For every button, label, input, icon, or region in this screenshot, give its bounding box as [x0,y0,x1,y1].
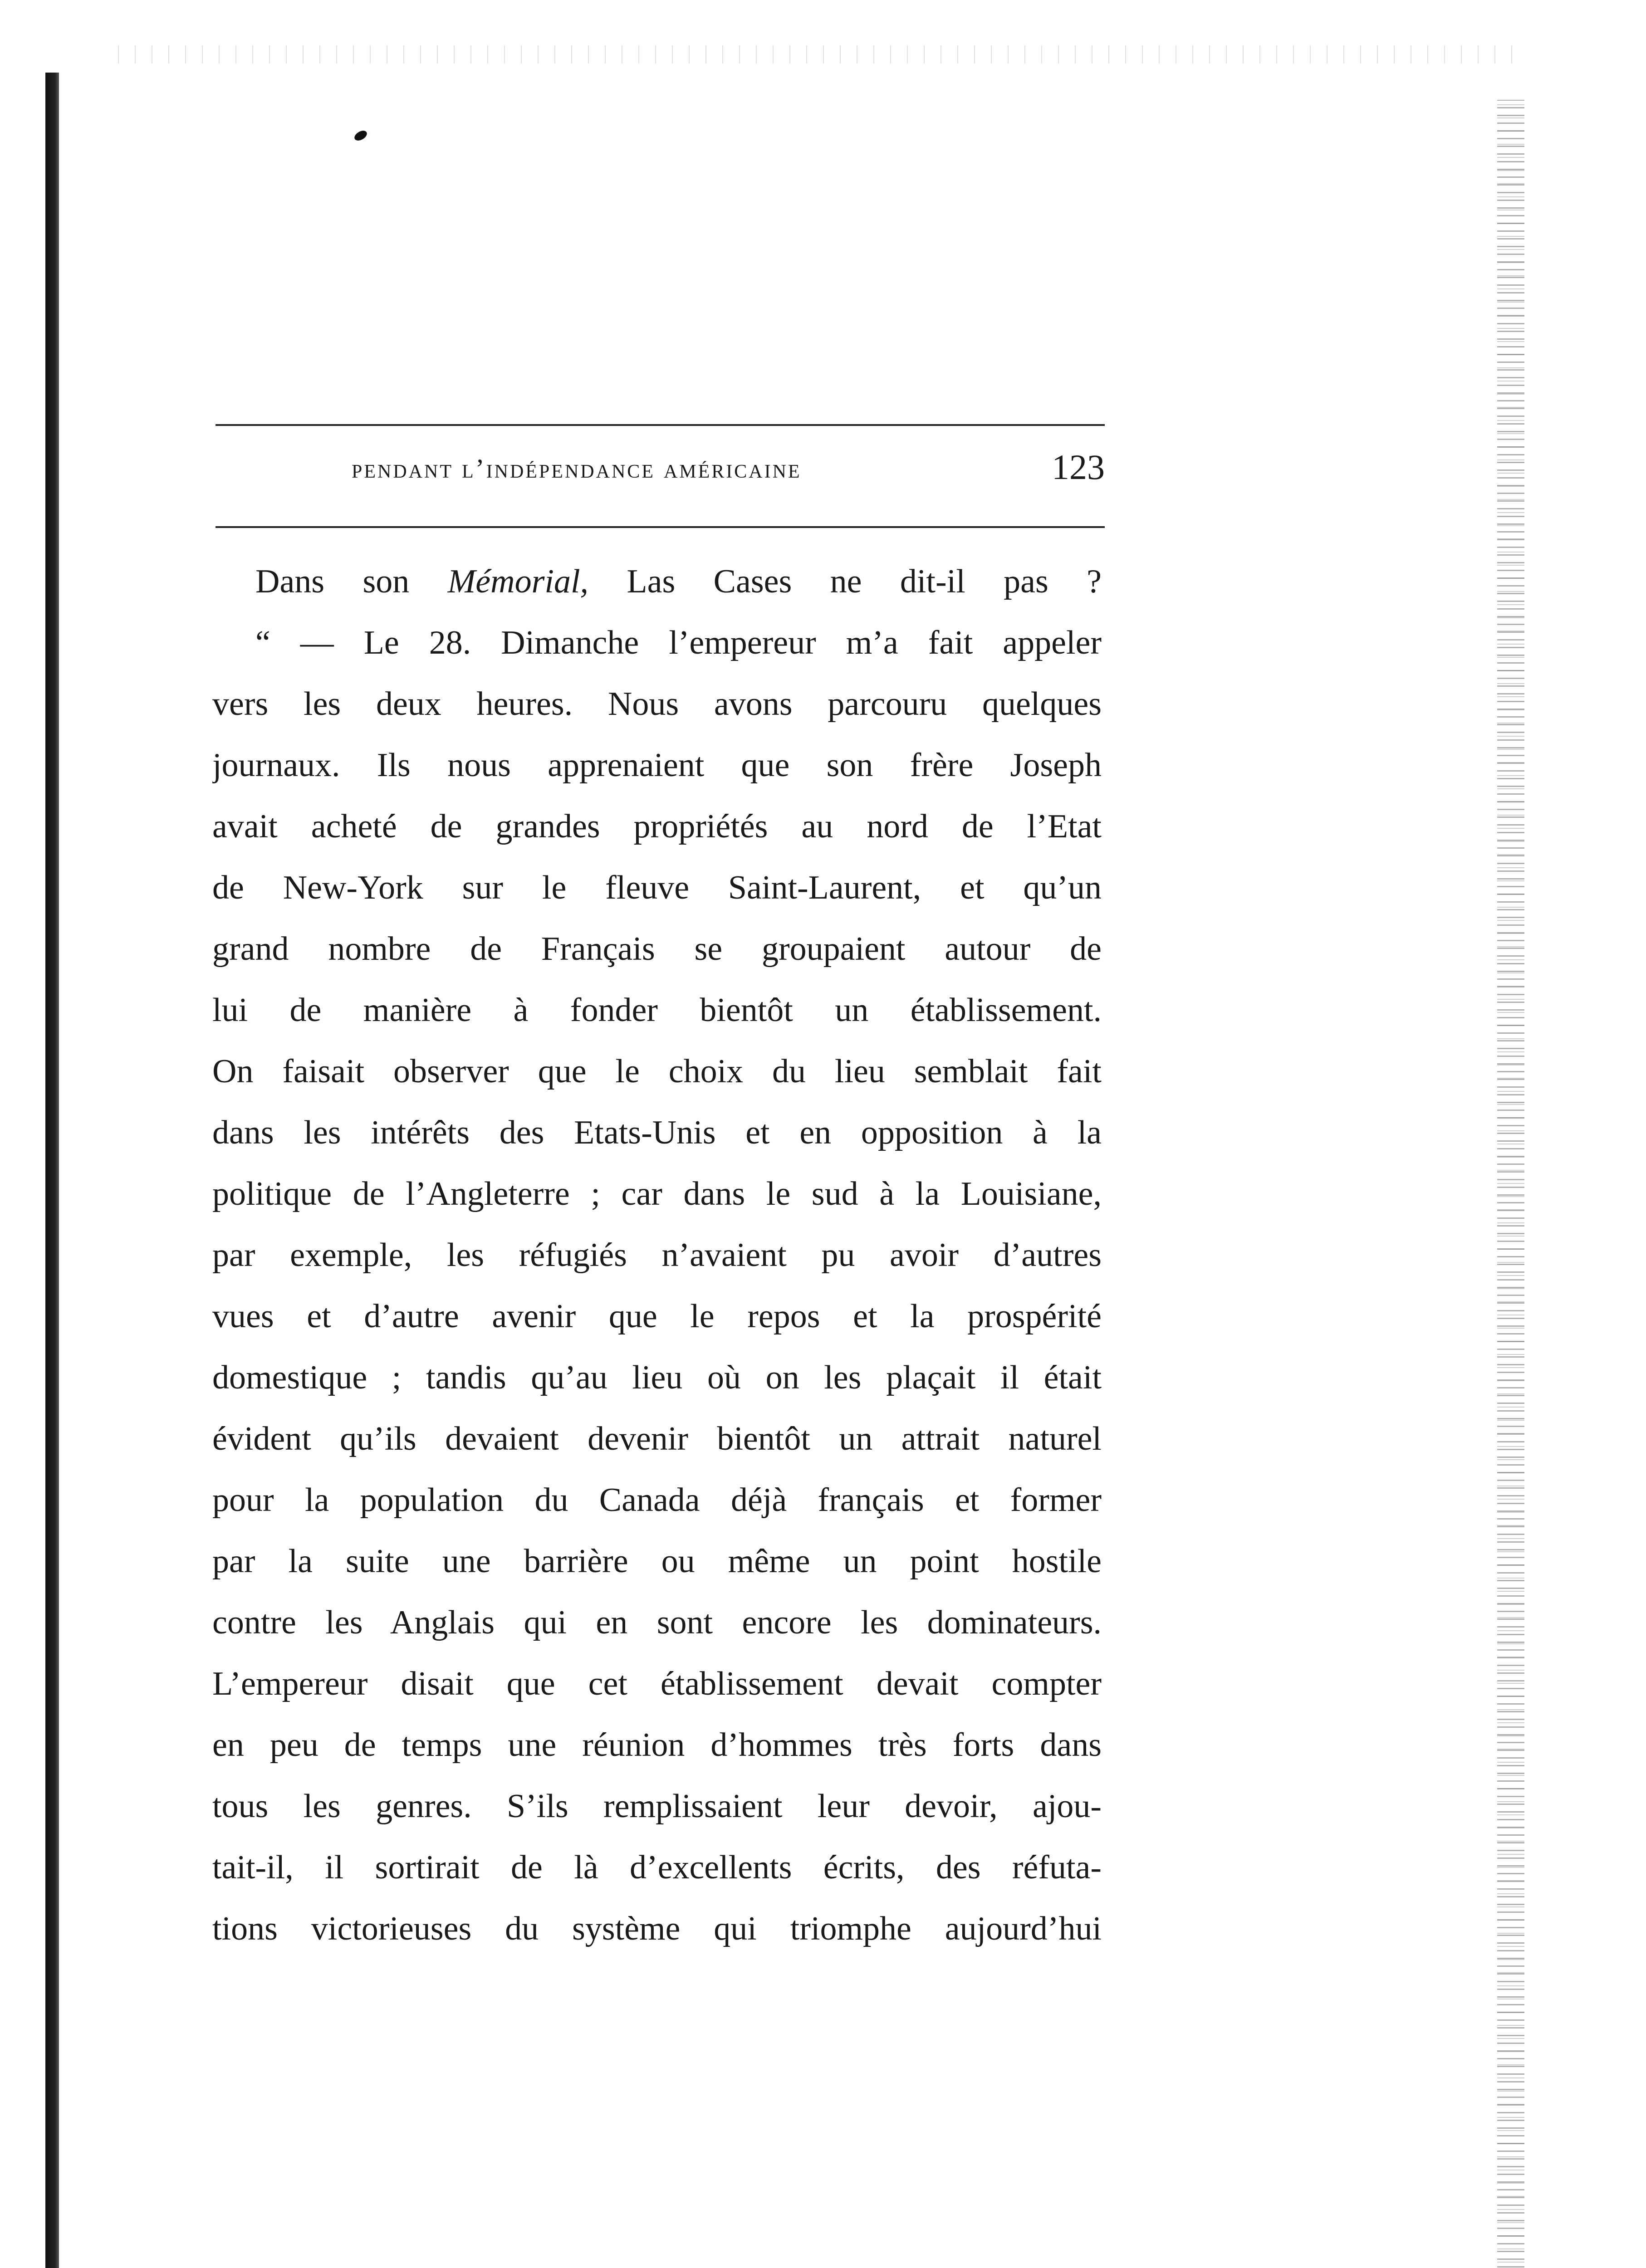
page-number: 123 [1052,447,1105,487]
text-line: lui de manière à fonder bientôt un établissement. [212,992,1102,1029]
text-line: par exemple, les réfugiés n’avaient pu avoir d’autres [212,1237,1102,1274]
scan-noise-right [1497,100,1524,2268]
text-line: domestique ; tandis qu’au lieu où on les plaçait il était [212,1359,1102,1396]
running-title: pendant l’indépendance américaine [352,454,802,484]
text-line: contre les Anglais qui en sont encore les dominateurs. [212,1604,1102,1641]
text-line: dans les intérêts des Etats-Unis et en opposition à la [212,1114,1102,1151]
scan-noise-top [118,45,1524,64]
text-line: “ — Le 28. Dimanche l’empereur m’a fait appeler [255,624,1102,661]
text-line: vers les deux heures. Nous avons parcouru quelques [212,685,1102,723]
header-rule-top [216,424,1105,426]
text-line: de New-York sur le fleuve Saint-Laurent, et qu’un [212,869,1102,906]
ink-spot [353,129,369,143]
text-line: grand nombre de Français se groupaient autour de [212,930,1102,968]
text-line: Dans son Mémorial, Las Cases ne dit-il pas ? [255,563,1102,600]
text-line: avait acheté de grandes propriétés au nord de l’Etat [212,808,1102,845]
text-line: tous les genres. S’ils remplissaient leur devoir, ajou- [212,1788,1102,1825]
text-line: tions victorieuses du système qui triomphe aujourd’hui [212,1910,1102,1947]
text-line: en peu de temps une réunion d’hommes très forts dans [212,1726,1102,1764]
text-line: L’empereur disait que cet établissement devait compter [212,1665,1102,1702]
text-line: On faisait observer que le choix du lieu semblait fait [212,1053,1102,1090]
running-head [216,447,1105,501]
body-text [212,551,1102,1960]
text-line: par la suite une barrière ou même un point hostile [212,1543,1102,1580]
italic-title: Mémorial, [447,563,589,600]
text-line: pour la population du Canada déjà français et former [212,1481,1102,1519]
binding-shadow [45,73,59,2268]
text-line: vues et d’autre avenir que le repos et la prospérité [212,1298,1102,1335]
text-line: évident qu’ils devaient devenir bientôt un attrait naturel [212,1420,1102,1457]
text-line: politique de l’Angleterre ; car dans le sud à la Louisiane, [212,1175,1102,1212]
text-line: journaux. Ils nous apprenaient que son frère Joseph [212,747,1102,784]
text-line: tait-il, il sortirait de là d’excellents écrits, des réfuta- [212,1849,1102,1886]
header-rule-bottom [216,526,1105,528]
